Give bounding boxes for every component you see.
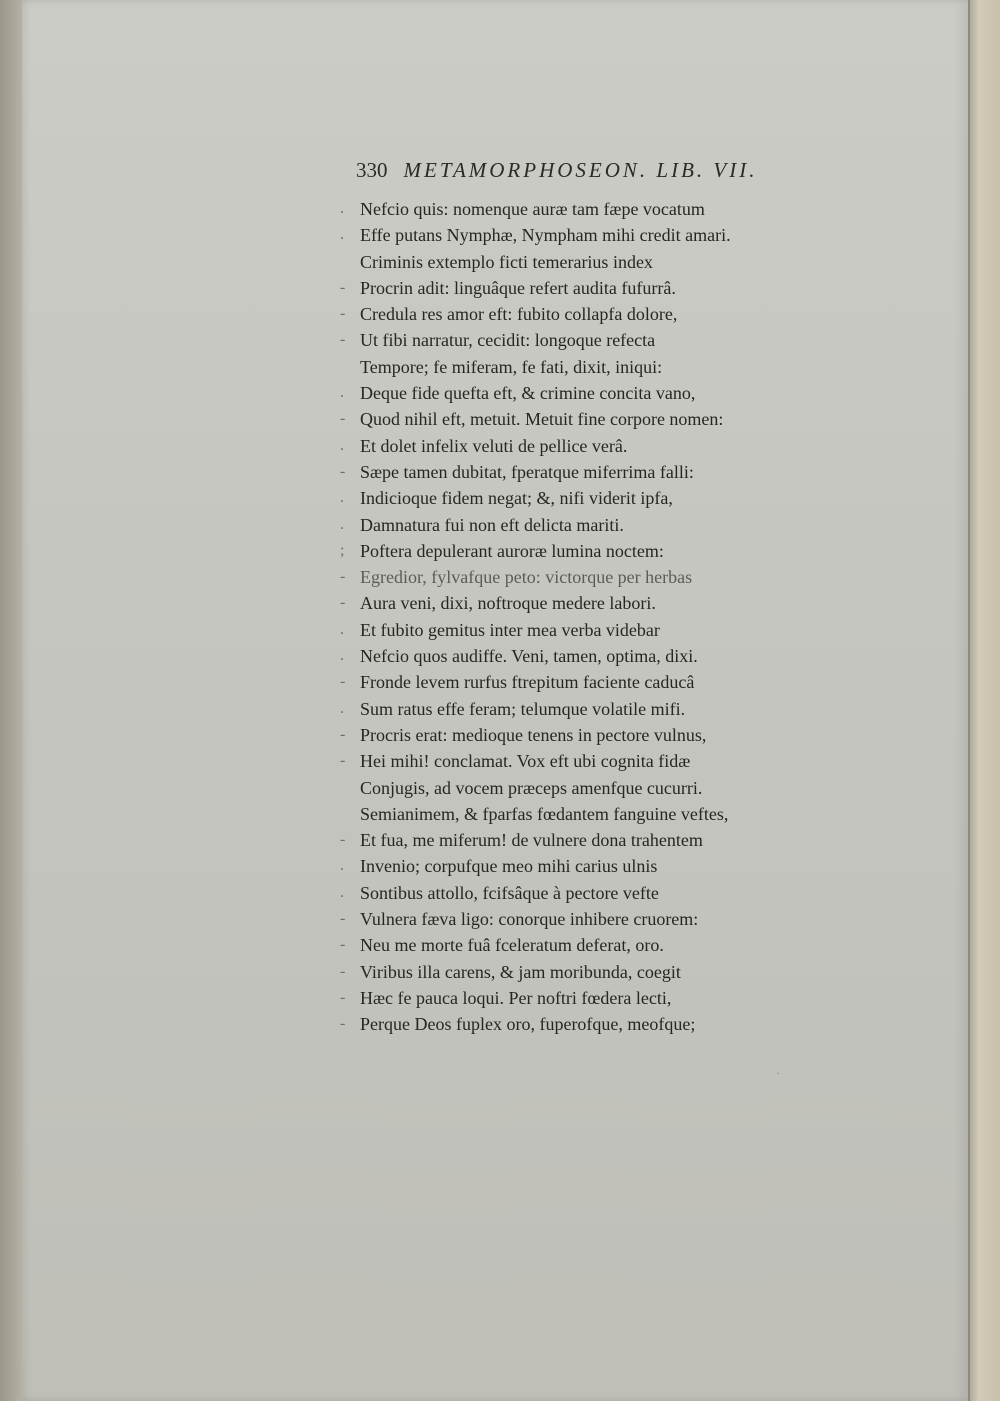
margin-mark: -	[340, 1015, 346, 1033]
margin-mark: .	[340, 699, 344, 717]
margin-mark	[340, 249, 358, 275]
verse-line-28: Vulnera fæva ligo: conorque inhibere cruorem:	[360, 909, 699, 930]
margin-marks	[340, 196, 358, 1038]
verse-block	[360, 196, 830, 1038]
margin-mark: -	[340, 725, 346, 743]
verse-line-13: Damnatura fui non eft delicta mariti.	[360, 514, 624, 535]
margin-mark	[340, 354, 358, 380]
verse-line-22: Hei mihi! conclamat. Vox eft ubi cognita fidæ	[360, 751, 691, 772]
verse-line-18: Nefcio quos audiffe. Veni, tamen, optima, dixi.	[360, 646, 698, 667]
verse-line-20: Sum ratus effe feram; telumque volatile mifi.	[360, 698, 686, 719]
margin-mark: .	[340, 489, 344, 507]
margin-mark: .	[340, 436, 344, 454]
margin-mark: .	[340, 857, 344, 875]
margin-mark: .	[340, 384, 344, 402]
margin-mark	[340, 801, 358, 827]
verse-line-21: Procris erat: medioque tenens in pectore vulnus,	[360, 724, 707, 745]
verse-line-6: Ut fibi narratur, cecidit: longoque refecta	[360, 330, 656, 351]
verse-line-26: Invenio; corpufque meo mihi carius ulnis	[360, 856, 658, 877]
verse-line-25: Et fua, me miferum! de vulnere dona trahentem	[360, 830, 703, 851]
margin-mark: .	[340, 620, 344, 638]
verse-line-24: Semianimem, & fparfas fœdantem fanguine veftes,	[360, 803, 729, 824]
verse-line-11: Sæpe tamen dubitat, fperatque miferrima falli:	[360, 461, 694, 482]
scan-backdrop	[0, 0, 22, 1401]
page-number: 330	[356, 158, 388, 182]
margin-mark: ;	[340, 541, 345, 559]
verse-line-3: Criminis extemplo ficti temerarius index	[360, 251, 653, 272]
margin-mark: .	[340, 200, 344, 217]
margin-mark: -	[340, 594, 346, 612]
margin-mark: -	[340, 278, 346, 296]
margin-mark: -	[340, 305, 346, 323]
verse-line-27: Sontibus attollo, fcifsâque à pectore vefte	[360, 882, 659, 903]
verse-line-12: Indicioque fidem negat; &, nifi viderit ipfa,	[360, 488, 673, 509]
verse-line-10: Et dolet infelix veluti de pellice verâ.	[360, 435, 628, 456]
margin-mark	[340, 775, 358, 801]
margin-mark: .	[340, 883, 344, 901]
verse-line-8: Deque fide quefta eft, & crimine concita vano,	[360, 383, 696, 404]
verse-line-15: Egredior, fylvafque peto: victorque per herbas	[360, 567, 693, 588]
verse-line-23: Conjugis, ad vocem præceps amenfque cucurri.	[360, 777, 703, 798]
margin-mark: .	[340, 515, 344, 533]
margin-mark: -	[340, 673, 346, 691]
verse-line-17: Et fubito gemitus inter mea verba videbar	[360, 619, 660, 640]
verse-line-19: Fronde levem rurfus ftrepitum faciente caducâ	[360, 672, 695, 693]
verse-line-30: Viribus illa carens, & jam moribunda, coegit	[360, 961, 681, 982]
margin-mark: .	[340, 647, 344, 665]
verse-line-7: Tempore; fe miferam, fe fati, dixit, iniqui:	[360, 356, 663, 377]
next-page-edge	[968, 0, 1000, 1401]
verse-line-1: Nefcio quis: nomenque auræ tam fæpe vocatum	[360, 199, 705, 219]
running-head	[356, 158, 856, 190]
verse-line-14: Poftera depulerant auroræ lumina noctem:	[360, 540, 664, 561]
verse-line-29: Neu me morte fuâ fceleratum deferat, oro.	[360, 935, 664, 956]
margin-mark: -	[340, 568, 346, 586]
margin-mark: -	[340, 462, 346, 480]
margin-mark: -	[340, 910, 346, 928]
margin-mark: -	[340, 752, 346, 770]
margin-mark: -	[340, 962, 346, 980]
verse-line-16: Aura veni, dixi, noftroque medere labori.	[360, 593, 656, 614]
margin-mark: -	[340, 410, 346, 428]
verse-line-9: Quod nihil eft, metuit. Metuit fine corpore nomen:	[360, 409, 724, 430]
margin-mark: .	[340, 226, 344, 244]
verse-line-31: Hæc fe pauca loqui. Per noftri fœdera lecti,	[360, 987, 672, 1008]
margin-mark: -	[340, 988, 346, 1006]
verse-line-5: Credula res amor eft: fubito collapfa dolore,	[360, 304, 678, 325]
running-title: METAMORPHOSEON. LIB. VII.	[403, 158, 758, 182]
verse-line-4: Procrin adit: linguâque refert audita fufurrâ.	[360, 277, 676, 298]
show-through-mark: ·	[776, 1066, 780, 1080]
verse-line-2: Effe putans Nymphæ, Nympham mihi credit amari.	[360, 225, 731, 246]
margin-mark: -	[340, 331, 346, 349]
margin-mark: -	[340, 831, 346, 849]
verse-line-32: Perque Deos fuplex oro, fuperofque, meofque;	[360, 1014, 696, 1035]
margin-mark: -	[340, 936, 346, 954]
